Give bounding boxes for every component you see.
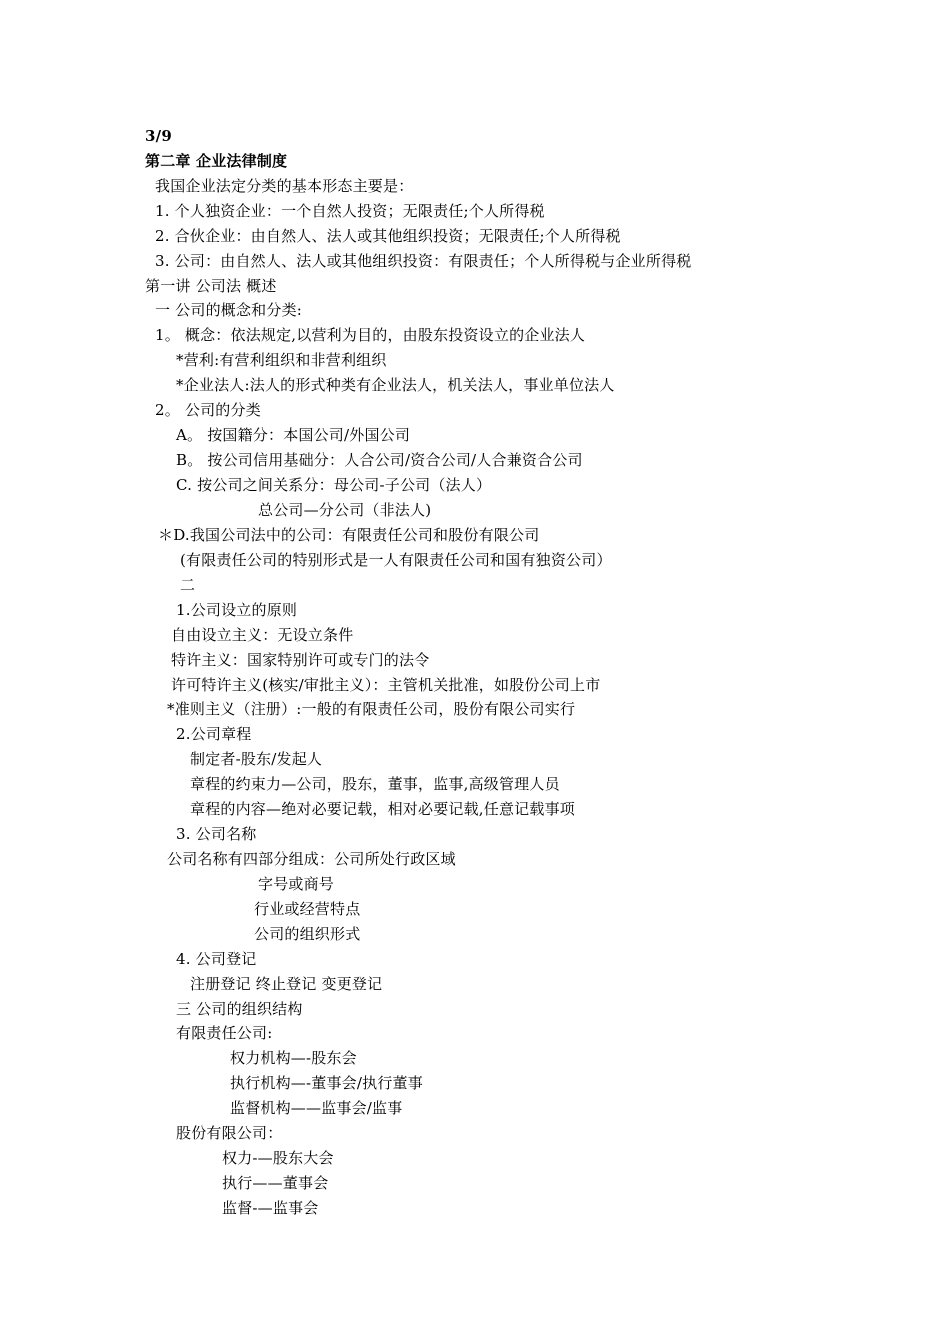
- text-line: 制定者-股东/发起人: [190, 750, 323, 768]
- text-line: 一 公司的概念和分类:: [155, 301, 303, 319]
- page-number: 3/9: [145, 127, 172, 145]
- text-line: 注册登记 终止登记 变更登记: [190, 975, 383, 993]
- text-line: 监督-—监事会: [222, 1199, 319, 1217]
- text-line: 1.公司设立的原则: [176, 601, 298, 619]
- text-line: *准则主义（注册）:一般的有限责任公司，股份有限公司实行: [167, 700, 576, 718]
- text-line: *企业法人:法人的形式种类有企业法人，机关法人，事业单位法人: [176, 376, 615, 394]
- text-line: 3. 公司：由自然人、法人或其他组织投资：有限责任；个人所得税与企业所得税: [155, 252, 692, 270]
- text-line: *营利:有营利组织和非营利组织: [176, 351, 387, 369]
- text-line: 我国企业法定分类的基本形态主要是：: [155, 177, 414, 195]
- text-line: 三 公司的组织结构: [176, 1000, 303, 1018]
- text-line: 3. 公司名称: [176, 825, 257, 843]
- text-line: 执行——董事会: [222, 1174, 329, 1192]
- text-line: 字号或商号: [258, 875, 335, 893]
- text-line: 章程的约束力—公司，股东，董事，监事,高级管理人员: [190, 775, 560, 793]
- text-line: 二: [180, 576, 196, 594]
- text-line: 1。 概念：依法规定,以营利为目的，由股东投资设立的企业法人: [155, 326, 586, 344]
- text-line: 权力-—股东大会: [222, 1149, 334, 1167]
- text-line: A。 按国籍分：本国公司/外国公司: [176, 426, 411, 444]
- text-line: 4. 公司登记: [176, 950, 257, 968]
- text-line: 公司的组织形式: [254, 925, 361, 943]
- text-line: C. 按公司之间关系分：母公司-子公司（法人）: [176, 476, 492, 494]
- text-line: 自由设立主义：无设立条件: [171, 626, 354, 644]
- text-line: 监督机构——监事会/监事: [230, 1099, 403, 1117]
- text-line: 总公司—分公司（非法人): [258, 501, 432, 519]
- text-line: 有限责任公司:: [176, 1024, 273, 1042]
- chapter-title: 第二章 企业法律制度: [145, 152, 288, 170]
- text-line: 股份有限公司：: [176, 1124, 283, 1142]
- text-line: 许可特许主义(核实/审批主义）：主管机关批准，如股份公司上市: [171, 676, 601, 694]
- text-line: (有限责任公司的特别形式是一人有限责任公司和国有独资公司）: [180, 551, 612, 569]
- text-line: 执行机构—-董事会/执行董事: [230, 1074, 423, 1092]
- text-line: 2. 合伙企业：由自然人、法人或其他组织投资；无限责任;个人所得税: [155, 227, 621, 245]
- text-line: 权力机构—-股东会: [230, 1049, 357, 1067]
- text-line: 行业或经营特点: [254, 900, 361, 918]
- section-heading: 第一讲 公司法 概述: [145, 277, 277, 295]
- text-line: 2.公司章程: [176, 725, 252, 743]
- text-line: 章程的内容—绝对必要记载，相对必要记载,任意记载事项: [190, 800, 575, 818]
- text-line: 2。 公司的分类: [155, 401, 261, 419]
- text-line: 特许主义：国家特别许可或专门的法令: [171, 651, 430, 669]
- text-line: B。 按公司信用基础分：人合公司/资合公司/人合兼资合公司: [176, 451, 583, 469]
- text-line: ＊D.我国公司法中的公司：有限责任公司和股份有限公司: [158, 526, 540, 544]
- text-line: 1. 个人独资企业：一个自然人投资；无限责任;个人所得税: [155, 202, 545, 220]
- text-line: 公司名称有四部分组成：公司所处行政区域: [167, 850, 456, 868]
